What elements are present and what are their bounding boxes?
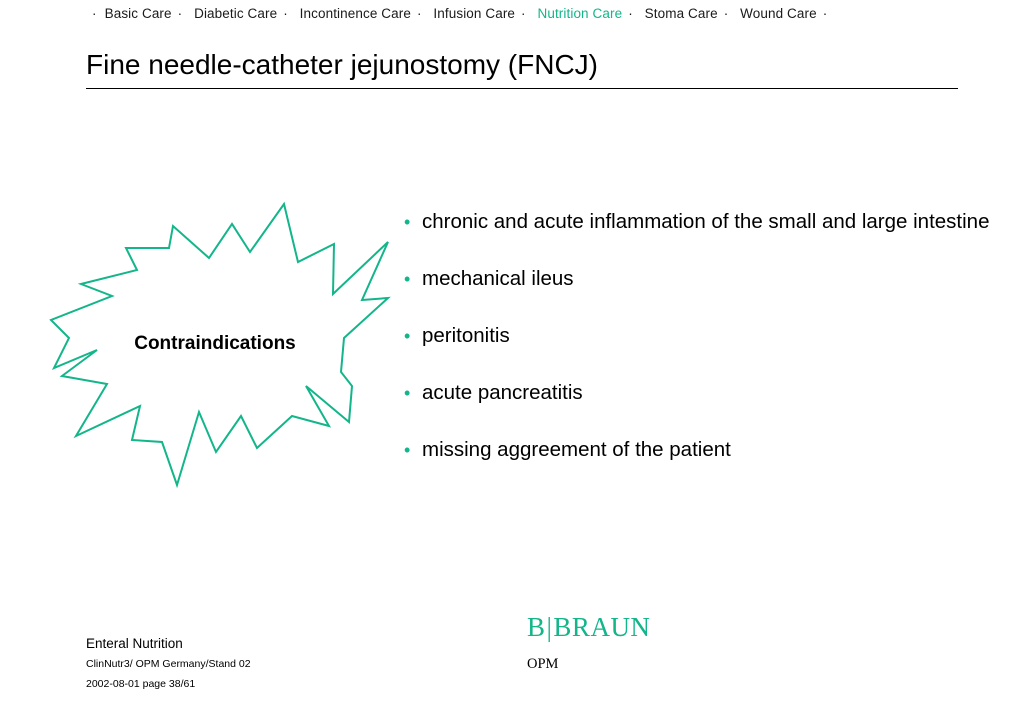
logo-letter-b: B (527, 612, 546, 642)
nav-item-incontinence-care[interactable]: Incontinence Care (299, 6, 411, 21)
nav-separator: · (177, 6, 183, 21)
list-item-label: missing aggreement of the patient (422, 438, 731, 461)
bullet-icon: • (404, 383, 411, 403)
logo-bar: | (546, 612, 553, 642)
nav-separator: · (92, 6, 97, 21)
nav-item-wound-care[interactable]: Wound Care (740, 6, 817, 21)
list-item (404, 203, 1004, 241)
list-item-label: chronic and acute inflammation of the small and large intestine (422, 210, 990, 233)
nav-separator: · (521, 6, 526, 21)
nav-separator: · (416, 6, 422, 21)
bullet-icon: • (404, 440, 411, 460)
bbraun-logo (527, 612, 650, 643)
title-divider (86, 88, 958, 89)
nav-item-diabetic-care[interactable]: Diabetic Care (194, 6, 278, 21)
list-item (404, 260, 1004, 298)
logo-wordmark: BRAUN (553, 612, 651, 642)
bullet-icon: • (404, 212, 411, 232)
footer-source: ClinNutr3/ OPM Germany/Stand 02 (86, 658, 251, 670)
nav-separator: · (822, 6, 828, 21)
nav-separator: · (723, 6, 729, 21)
list-item-label: acute pancreatitis (422, 381, 583, 404)
footer-date-page: 2002-08-01 page 38/61 (86, 678, 196, 690)
nav-item-nutrition-care[interactable]: Nutrition Care (537, 6, 623, 21)
nav-item-infusion-care[interactable]: Infusion Care (433, 6, 516, 21)
page-title: Fine needle-catheter jejunostomy (FNCJ) (86, 49, 598, 80)
nav-separator: · (628, 6, 633, 21)
bullet-icon: • (404, 269, 411, 289)
footer (86, 634, 406, 694)
list-item-label: mechanical ileus (422, 267, 574, 290)
category-nav (86, 4, 966, 24)
list-item-label: peritonitis (422, 324, 510, 347)
list-item (404, 374, 1004, 412)
nav-separator: · (283, 6, 288, 21)
nav-item-stoma-care[interactable]: Stoma Care (644, 6, 718, 21)
logo-subtitle: OPM (527, 656, 559, 672)
list-item (404, 431, 1004, 469)
contraindications-list (404, 203, 1004, 488)
bullet-icon: • (404, 326, 411, 346)
callout-label: Contraindications (134, 333, 296, 354)
list-item (404, 317, 1004, 355)
footer-section: Enteral Nutrition (86, 636, 183, 651)
nav-item-basic-care[interactable]: Basic Care (104, 6, 172, 21)
